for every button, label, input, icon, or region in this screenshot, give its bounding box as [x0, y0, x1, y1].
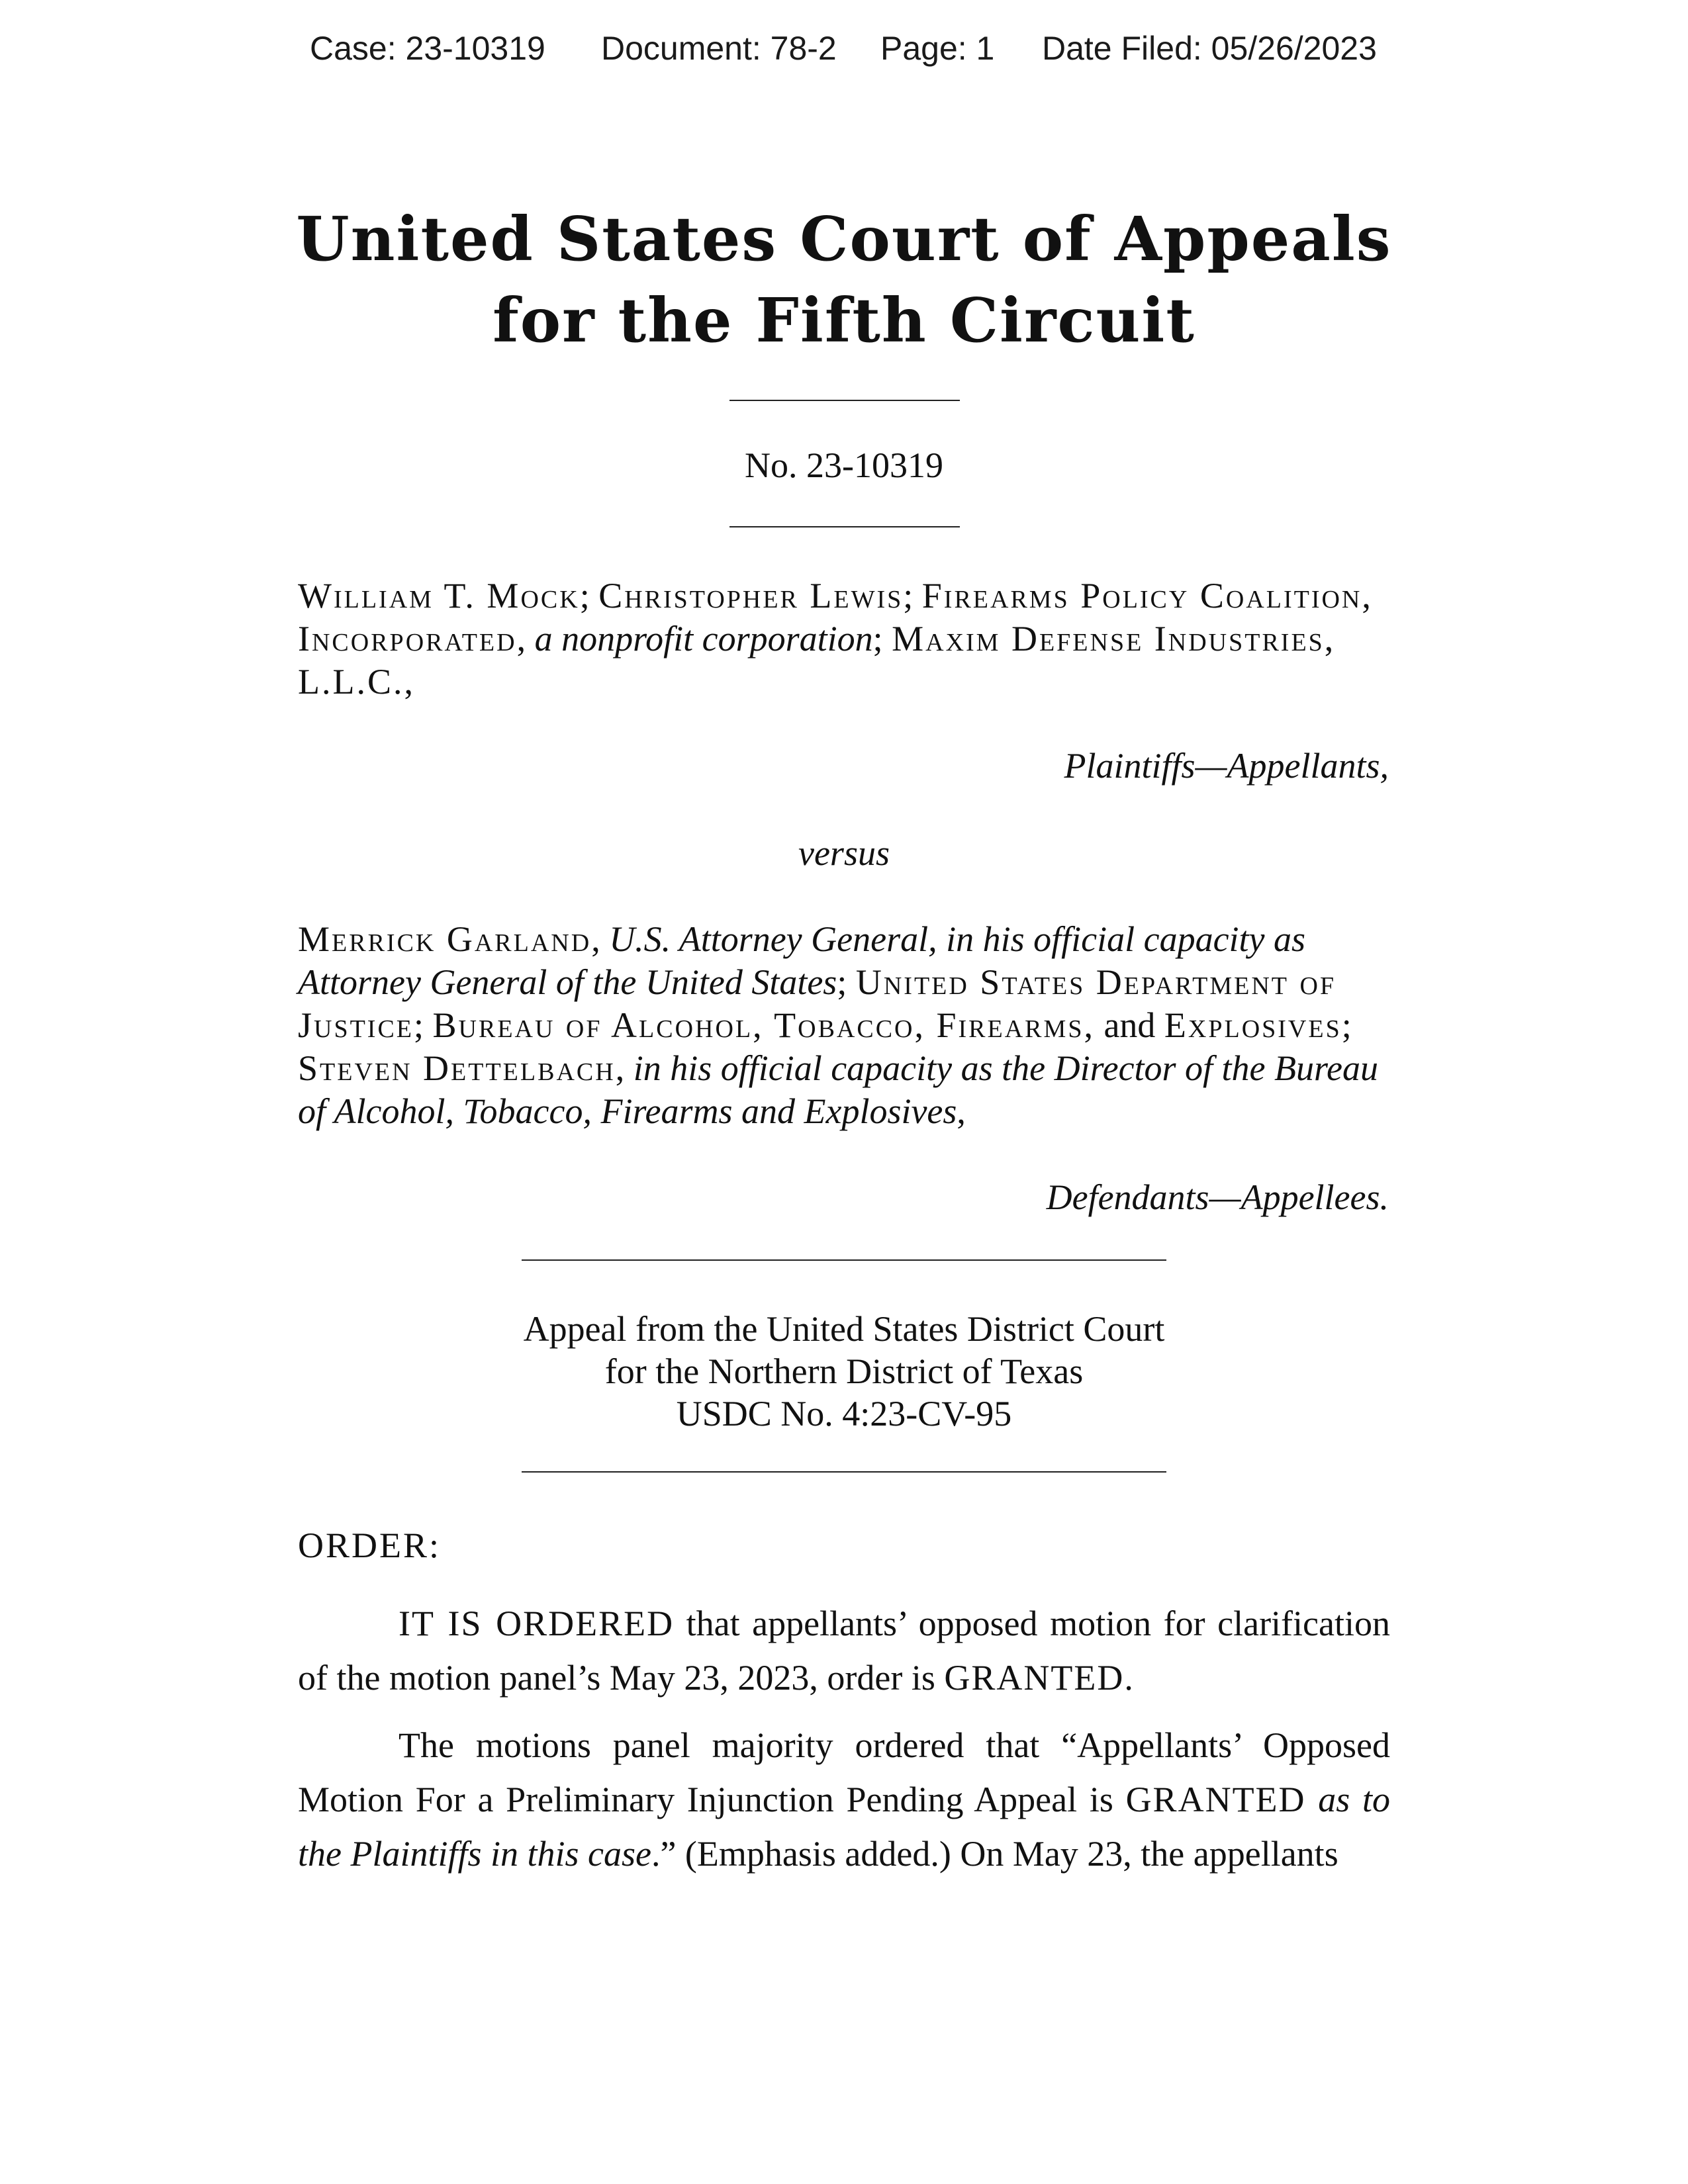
emphasized-text: as to the Plaintiffs in this case — [298, 1780, 1390, 1874]
plaintiffs-role: Plaintiffs—Appellants, — [1064, 746, 1389, 786]
plaintiff-name: Maxim Defense Industries, L.L.C. — [298, 619, 1336, 702]
separator: , — [591, 919, 610, 959]
divider — [522, 1471, 1166, 1473]
conjunction: and — [1094, 1005, 1164, 1045]
granted-text: GRANTED — [944, 1658, 1125, 1698]
separator: ; — [872, 619, 892, 659]
separator: , — [404, 662, 413, 702]
separator: , — [615, 1048, 633, 1088]
header-page-number: Page: 1 — [880, 30, 995, 67]
case-number: No. 23-10319 — [745, 445, 943, 485]
order-text: . — [1124, 1658, 1133, 1698]
defendant-name: Steven Dettelbach — [298, 1048, 616, 1088]
plaintiff-name: Christopher Lewis — [598, 576, 904, 615]
defendant-name: Explosives — [1164, 1005, 1342, 1045]
order-heading: ORDER: — [298, 1525, 442, 1565]
separator: ; — [414, 1005, 433, 1045]
appeal-line: Appeal from the United States District Court — [523, 1309, 1165, 1349]
usdc-number: USDC No. 4:23-CV-95 — [676, 1394, 1012, 1433]
defendant-description: U.S. Attorney General, in his official capacity as Attorney General of the United States — [298, 919, 1306, 1002]
separator: , — [516, 619, 535, 659]
separator: ; — [1341, 1005, 1352, 1045]
filing-header — [310, 29, 1382, 71]
order-caps: IT IS ORDERED — [399, 1604, 675, 1643]
order-text: .” (Emphasis added.) On May 23, the appellants — [651, 1834, 1338, 1874]
plaintiff-name: Firearms Policy Coalition, Incorporated — [298, 576, 1373, 659]
separator: ; — [903, 576, 922, 615]
header-document-number: Document: 78-2 — [601, 30, 837, 67]
divider — [522, 1259, 1166, 1261]
divider — [729, 400, 960, 401]
court-name-line-1: United States Court of Appeals — [296, 203, 1392, 275]
order-text: The motions panel majority ordered that “Appellants’ Opposed Motion For a Preliminary Injunction Pending Appeal is — [298, 1725, 1390, 1819]
separator: ; — [579, 576, 599, 615]
order-paragraph — [298, 1718, 1390, 1881]
court-name-line-2: for the Fifth Circuit — [492, 285, 1196, 356]
granted-text: GRANTED — [1125, 1780, 1306, 1819]
order-text — [1306, 1780, 1319, 1819]
defendant-name: Bureau of Alcohol, Tobacco, Firearms, — [432, 1005, 1095, 1045]
header-date-filed: Date Filed: 05/26/2023 — [1042, 30, 1377, 67]
plaintiff-name: William T. Mock — [298, 576, 580, 615]
plaintiff-description: a nonprofit corporation — [534, 619, 873, 659]
order-paragraph — [298, 1596, 1390, 1705]
defendants-list — [298, 918, 1390, 1133]
separator: , — [957, 1091, 966, 1131]
versus-label: versus — [798, 833, 890, 873]
separator: ; — [837, 962, 856, 1002]
defendant-description: in his official capacity as the Director of the Bureau of Alcohol, Tobacco, Firearms and Explosives — [298, 1048, 1378, 1131]
defendants-role: Defendants—Appellees. — [1046, 1177, 1389, 1217]
divider — [729, 526, 960, 527]
appeal-line: for the Northern District of Texas — [604, 1351, 1084, 1391]
plaintiffs-list — [298, 574, 1390, 704]
header-case-number: Case: 23-10319 — [310, 30, 545, 67]
order-text: that appellants’ opposed motion for clarification of the motion panel’s May 23, 2023, order is — [298, 1604, 1390, 1698]
defendant-name: Merrick Garland — [298, 919, 592, 959]
defendant-name: United States Department of Justice — [298, 962, 1336, 1045]
appeal-origin — [0, 1308, 1688, 1435]
